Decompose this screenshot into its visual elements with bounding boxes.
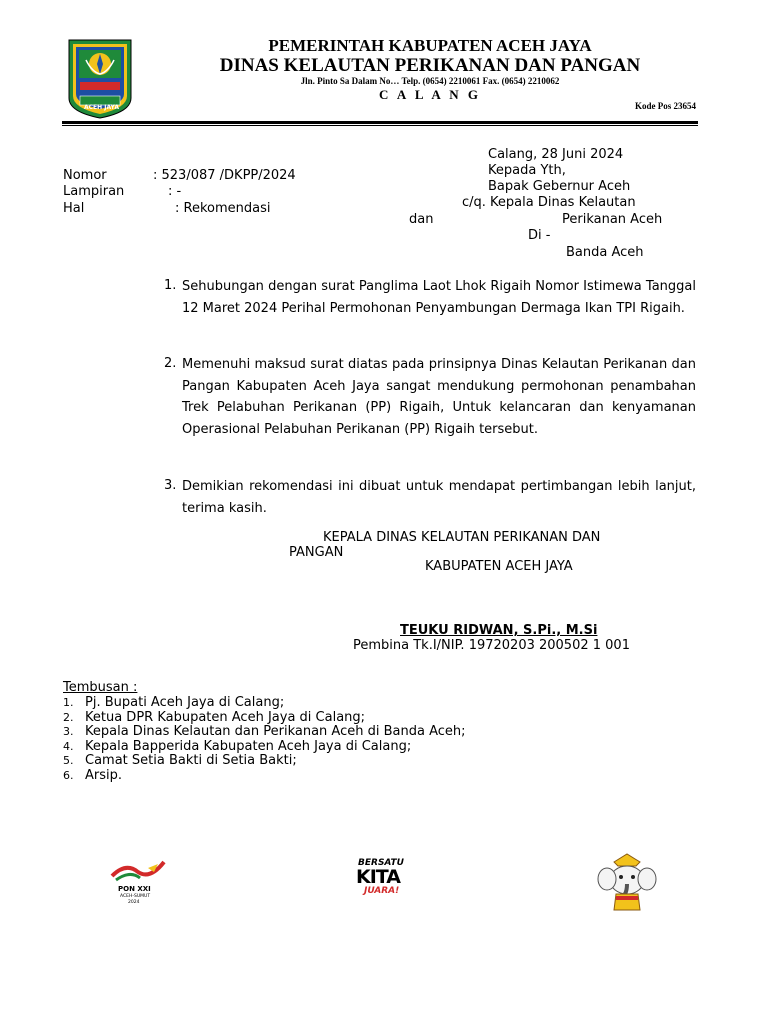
paragraph-number: 3. [164,478,177,493]
recipient-line: Bapak Gebernur Aceh [488,179,631,194]
cc-number: 5. [63,754,74,767]
letterhead-rule-thin [62,125,698,126]
lampiran-label: Lampiran [63,184,125,199]
signature-title: PANGAN [289,545,344,560]
paragraph: Sehubungan dengan surat Panglima Laot Lhok Rigaih Nomor Istimewa Tanggal 12 Maret 2024 Perihal Permohonan Penyambungan Dermaga Ikan TPI Rigaih. [182,279,696,316]
recipient-line: Kepada Yth, [488,163,566,178]
signatory-name: TEUKU RIDWAN, S.Pi., M.Si [400,623,598,638]
cc-text: Camat Setia Bakti di Setia Bakti; [85,753,297,768]
signature-title: KABUPATEN ACEH JAYA [425,559,573,574]
recipient-line: dan [409,212,434,227]
cc-item [63,754,297,769]
paragraph-number: 1. [164,278,177,293]
pon-year: 2024 [128,900,140,905]
pon-region: ACEH-SUMUT [120,894,151,899]
paragraph: Memenuhi maksud surat diatas pada prinsipnya Dinas Kelautan Perikanan dan Pangan Kabupaten Aceh Jaya sangat mendukung permohonan penambahan Trek Pelabuhan Perikanan (PP) Rigaih, Untuk kelancaran dan kenyamanan Operasional Pelabuhan Perikanan (PP) Rigaih tersebut. [182,357,696,437]
cc-number: 1. [63,696,74,709]
pon-logo [108,858,168,910]
recipient-line: Di - [528,228,551,243]
elephant-mascot-icon [596,852,658,914]
nomor-value: : 523/087 /DKPP/2024 [153,168,296,183]
cc-number: 4. [63,739,74,753]
cc-item [63,769,122,784]
cc-number: 3. [63,725,74,738]
cc-text: Ketua DPR Kabupaten Aceh Jaya di Calang; [85,709,366,725]
signature-title: KEPALA DINAS KELAUTAN PERIKANAN DAN [323,530,601,545]
letter-date: Calang, 28 Juni 2024 [488,147,624,162]
paragraph-number: 2. [164,356,177,371]
postal-code: Kode Pos 23654 [634,101,696,111]
recipient-line: Banda Aceh [566,245,644,260]
cc-item [63,725,466,740]
lampiran-value: : - [168,184,182,199]
hal-value: : Rekomendasi [175,201,271,216]
agency-city: C A L A N G [379,87,481,102]
cc-item [63,740,411,755]
logo-caption: ACEH JAYA [84,104,119,111]
signatory-rank: Pembina Tk.I/NIP. 19720203 200502 1 001 [353,638,630,653]
cc-text: Kepala Bapperida Kabupaten Aceh Jaya di Calang; [85,738,412,754]
government-name: PEMERINTAH KABUPATEN ACEH JAYA [268,36,592,55]
cc-item [63,696,284,711]
juara-text: JUARA! [364,886,400,896]
pon-title: PON XXI [118,885,151,893]
recipient-line: c/q. Kepala Dinas Kelautan [462,195,636,210]
cc-text: Kepala Dinas Kelautan dan Perikanan Aceh di Banda Aceh; [85,724,466,739]
bersatu-text: BERSATU [358,858,404,868]
agency-name: DINAS KELAUTAN PERIKANAN DAN PANGAN [219,55,641,76]
cc-number: 2. [63,710,74,724]
cc-item [63,711,365,726]
bersatu-kita-juara-logo [356,858,418,900]
nomor-label: Nomor [63,168,107,183]
pon-emblem-icon [108,858,168,884]
paragraph: Demikian rekomendasi ini dibuat untuk mendapat pertimbangan lebih lanjut, terima kasih. [182,479,696,516]
cc-heading: Tembusan : [63,680,138,695]
cc-text: Pj. Bupati Aceh Jaya di Calang; [85,695,285,710]
kita-text: KITA [356,866,400,888]
recipient-line: Perikanan Aceh [562,212,663,227]
agency-address: Jln. Pinto Sa Dalam No… Telp. (0654) 2210061 Fax. (0654) 2210062 [300,76,560,86]
hal-label: Hal [63,201,85,216]
letterhead-rule-thick [62,121,698,124]
cc-text: Arsip. [85,767,123,783]
cc-number: 6. [63,768,74,782]
